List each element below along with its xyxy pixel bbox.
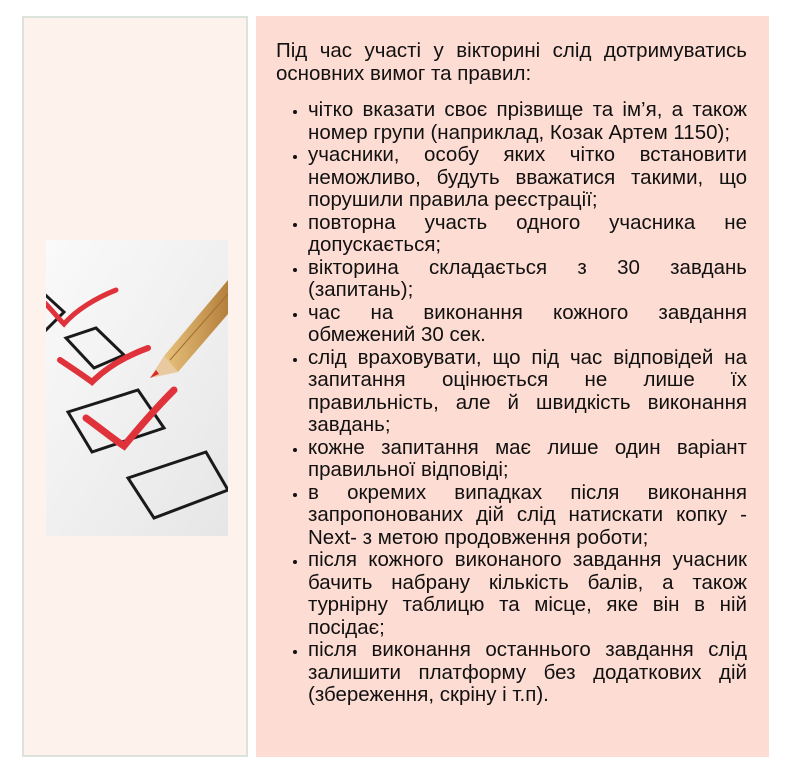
intro-text: Під час участі у вікторині слід дотримуватись основних вимог та правил:	[276, 39, 747, 85]
checklist-photo	[46, 240, 228, 536]
image-panel	[22, 16, 248, 757]
rule-item: • після виконання останнього завдання слід залишити платформу без додаткових дій (збереження, скріну і т.п).	[308, 639, 747, 707]
rules-panel	[256, 16, 769, 757]
rule-item: • повторна участь одного учасника не допускається;	[308, 212, 747, 257]
rules-list	[276, 99, 747, 707]
checklist-pencil-icon	[46, 240, 228, 536]
rule-item: • вікторина складається з 30 завдань (запитань);	[308, 257, 747, 302]
rule-item: • в окремих випадках після виконання запропонованих дій слід натискати копку -Next- з метою продовження роботи;	[308, 482, 747, 550]
rule-item: • після кожного виконаного завдання учасник бачить набрану кількість балів, а також турнірну таблицю та місце, яке він в ній посідає;	[308, 549, 747, 639]
rule-item: • учасники, особу яких чітко встановити неможливо, будуть вважатися такими, що порушили правила реєстрації;	[308, 144, 747, 212]
rule-item: • слід враховувати, що під час відповідей на запитання оцінюється не лише їх правильність, але й швидкість виконання завдань;	[308, 347, 747, 437]
rule-item: • кожне запитання має лише один варіант правильної відповіді;	[308, 437, 747, 482]
rule-item: • чітко вказати своє прізвище та ім’я, а також номер групи (наприклад, Козак Артем 1150);	[308, 99, 747, 144]
rule-item: • час на виконання кожного завдання обмежений 30 сек.	[308, 302, 747, 347]
